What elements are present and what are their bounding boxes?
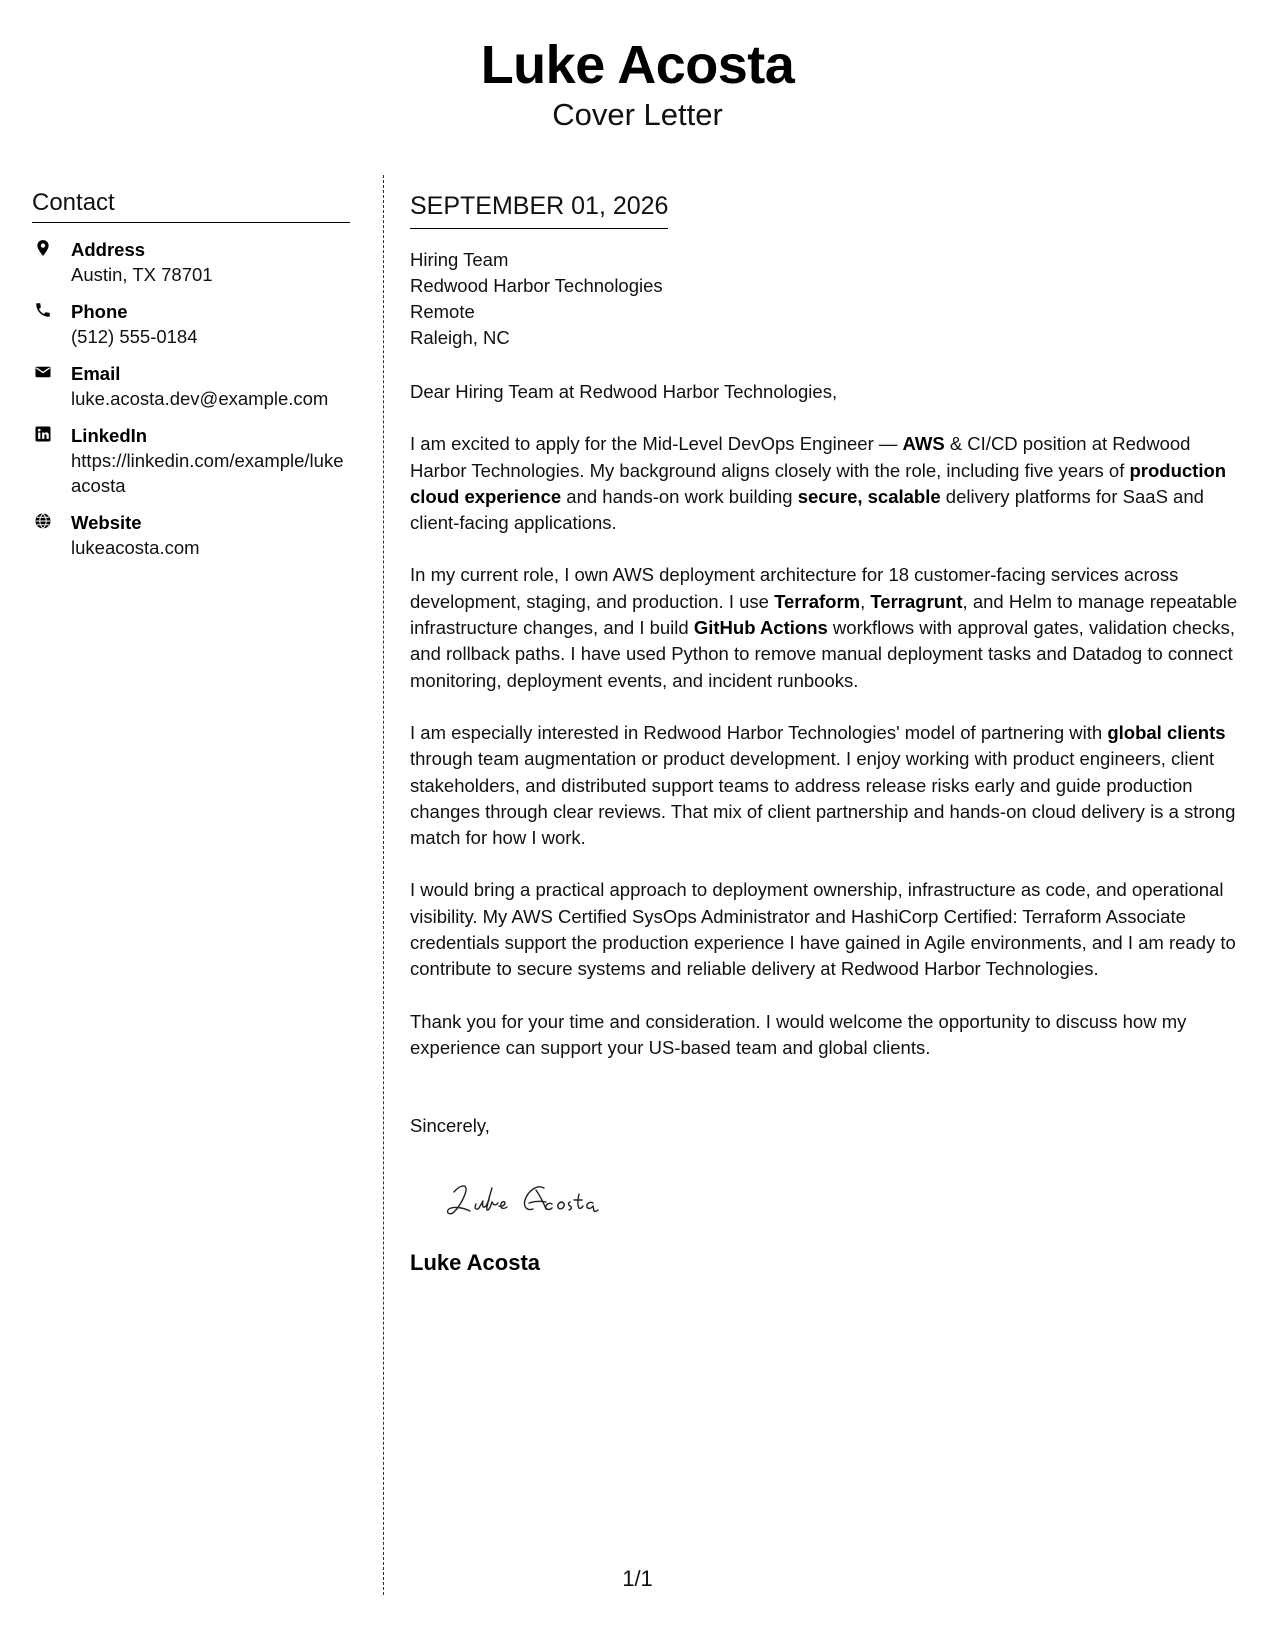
contact-sidebar	[32, 188, 350, 560]
contact-heading: Contact	[32, 188, 350, 223]
map-pin-icon	[34, 239, 52, 257]
closing: Sincerely,	[410, 1115, 490, 1137]
emphasis-text: production cloud experience	[410, 459, 1227, 507]
paragraph-text: workflows with approval gates, validation checks, and rollback paths. I have used Python to remove manual deployment tasks and Datadog to connect monitoring, deployment events, and incident runbooks.	[410, 617, 1235, 691]
paragraph-text: ,	[860, 590, 871, 612]
emphasis-text: GitHub Actions	[693, 617, 828, 639]
recipient-line: Redwood Harbor Technologies	[410, 275, 663, 296]
body-paragraph	[410, 877, 1252, 982]
contact-email	[32, 361, 350, 411]
paragraph-text: , and Helm to manage repeatable infrastructure changes, and I build	[410, 590, 1238, 639]
paragraph-text: I am especially interested in Redwood Harbor Technologies' model of partnering with	[410, 721, 1108, 743]
paragraph-text: and hands-on work building	[561, 485, 798, 507]
letter-body	[410, 190, 1252, 1277]
letter-paragraphs	[410, 431, 1252, 1061]
recipient-line: Hiring Team	[410, 249, 509, 270]
signature-text: Luke Acosta	[440, 1152, 541, 1174]
contact-label: Website	[71, 512, 142, 533]
letter-date: SEPTEMBER 01, 2026	[410, 190, 668, 229]
contact-phone	[32, 299, 350, 349]
emphasis-text: global clients	[1107, 721, 1226, 743]
handwritten-signature	[440, 1152, 640, 1230]
recipient-line: Raleigh, NC	[410, 327, 510, 348]
recipient-block	[410, 247, 1252, 351]
body-paragraph	[410, 431, 1252, 536]
contact-label: Email	[71, 363, 121, 384]
salutation: Dear Hiring Team at Redwood Harbor Technologies,	[410, 381, 838, 402]
contact-value: https://linkedin.com/example/lukeacosta	[71, 450, 344, 496]
contact-address	[32, 237, 350, 287]
contact-website	[32, 510, 350, 560]
paragraph-text: & CI/CD position at Redwood Harbor Technologies. My background aligns closely with the role, including five years of	[410, 433, 1191, 481]
envelope-icon	[34, 363, 52, 381]
recipient-line: Remote	[410, 301, 475, 322]
contact-value: luke.acosta.dev@example.com	[71, 388, 329, 409]
emphasis-text: secure, scalable	[797, 485, 941, 507]
signer-name: Luke Acosta	[410, 1249, 541, 1275]
paragraph-text: I am excited to apply for the Mid-Level DevOps Engineer —	[410, 433, 903, 455]
emphasis-text: AWS	[902, 433, 945, 455]
body-paragraph	[410, 1009, 1252, 1062]
contact-label: LinkedIn	[71, 425, 148, 446]
phone-icon	[34, 301, 52, 319]
linkedin-icon	[34, 425, 52, 443]
contact-label: Address	[71, 239, 146, 260]
paragraph-text: In my current role, I own AWS deployment architecture for 18 customer-facing services across development, staging, and production. I use	[410, 564, 1179, 612]
applicant-name: Luke Acosta	[480, 35, 795, 95]
emphasis-text: Terragrunt	[870, 590, 963, 612]
emphasis-text: Terraform	[774, 590, 861, 612]
contact-value: lukeacosta.com	[71, 537, 200, 558]
contact-linkedin	[32, 423, 350, 498]
contact-label: Phone	[71, 301, 128, 322]
body-paragraph	[410, 562, 1252, 693]
paragraph-text: I would bring a practical approach to deployment ownership, infrastructure as code, and operational visibility. My AWS Certified SysOps Administrator and HashiCorp Certified: Terraform Associate credentials support the production experience I have gained in Agile environments, and I am ready to contribute to secure systems and reliable delivery at Redwood Harbor Technologies.	[410, 879, 1236, 980]
contact-value: (512) 555-0184	[71, 326, 198, 347]
letter-header	[0, 34, 1275, 134]
page-number: 1/1	[622, 1566, 653, 1591]
paragraph-text: Thank you for your time and consideration. I would welcome the opportunity to discuss how my experience can support your US-based team and global clients.	[410, 1010, 1187, 1058]
paragraph-text: through team augmentation or product development. I enjoy working with product engineers, client stakeholders, and distributed support teams to address release risks early and guide production changes through clear reviews. That mix of client partnership and hands-on cloud delivery is a strong match for how I work.	[410, 748, 1236, 849]
paragraph-text: delivery platforms for SaaS and client-facing applications.	[410, 485, 1204, 534]
globe-icon	[34, 512, 52, 530]
contact-value: Austin, TX 78701	[71, 264, 213, 285]
body-paragraph	[410, 720, 1252, 851]
document-subtitle: Cover Letter	[552, 97, 723, 132]
column-divider	[383, 175, 384, 1595]
